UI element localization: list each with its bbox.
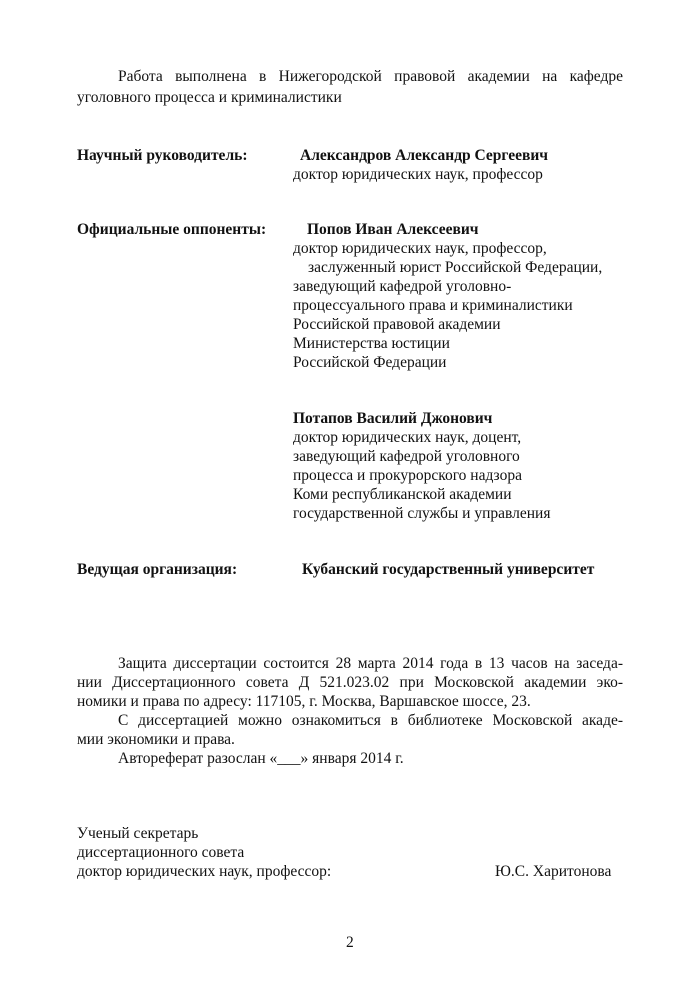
supervisor-label: Научный руководитель: [77, 147, 248, 164]
defense-line: мии экономики и права. [77, 731, 235, 748]
opponent-1-line: процессуального права и криминалистики [293, 297, 573, 314]
opponent-2-line: государственной службы и управления [293, 505, 551, 522]
opponent-1-name: Попов Иван Алексеевич [307, 221, 479, 238]
opponent-1-line: доктор юридических наук, профессор, [293, 240, 547, 257]
supervisor-name: Александров Александр Сергеевич [300, 147, 549, 164]
opponent-1-line: Министерства юстиции [293, 335, 450, 352]
secretary-line-3: доктор юридических наук, профессор: [77, 863, 332, 880]
supervisor-degree: доктор юридических наук, профессор [293, 166, 543, 183]
secretary-line-1: Ученый секретарь [77, 825, 199, 842]
opponent-2-name: Потапов Василий Джонович [293, 410, 493, 427]
secretary-name: Ю.С. Харитонова [495, 863, 612, 880]
defense-line: Защита диссертации состоится 28 марта 2014 года в 13 часов на заседа- [118, 655, 623, 672]
opponent-2-line: Коми республиканской академии [293, 486, 512, 503]
intro-line-1: Работа выполнена в Нижегородской правовой академии на кафедре [118, 68, 623, 85]
page-number: 2 [346, 934, 354, 951]
defense-line: номики и права по адресу: 117105, г. Москва, Варшавское шоссе, 23. [77, 693, 531, 710]
opponent-2-line: процесса и прокурорского надзора [293, 467, 522, 484]
intro-line-2: уголовного процесса и криминалистики [77, 89, 342, 106]
leading-org-label: Ведущая организация: [77, 561, 238, 578]
secretary-line-2: диссертационного совета [77, 844, 245, 861]
defense-line: Автореферат разослан «___» января 2014 г. [118, 750, 404, 767]
opponent-2-line: заведующий кафедрой уголовного [293, 448, 520, 465]
opponents-label: Официальные оппоненты: [77, 221, 267, 238]
leading-org-name: Кубанский государственный университет [302, 561, 595, 578]
opponent-1-line: Российской Федерации [293, 354, 447, 371]
defense-line: С диссертацией можно ознакомиться в библиотеке Московской акаде- [118, 712, 623, 729]
opponent-2-line: доктор юридических наук, доцент, [293, 429, 522, 446]
defense-line: нии Диссертационного совета Д 521.023.02 при Московской академии эко- [77, 674, 623, 691]
opponent-1-line: заслуженный юрист Российской Федерации, [308, 259, 603, 276]
opponent-1-line: заведующий кафедрой уголовно- [293, 278, 512, 295]
opponent-1-line: Российской правовой академии [293, 316, 501, 333]
